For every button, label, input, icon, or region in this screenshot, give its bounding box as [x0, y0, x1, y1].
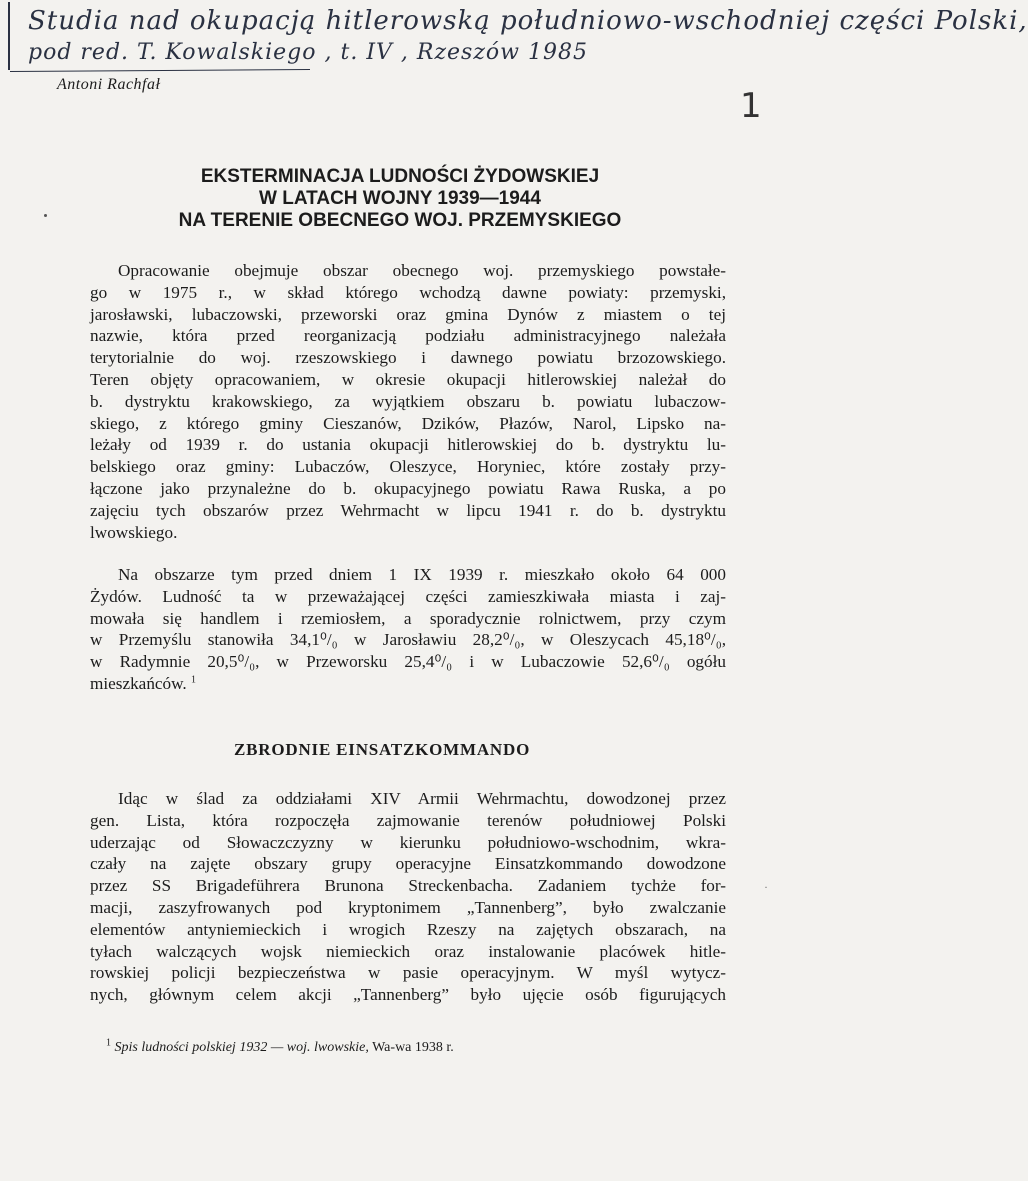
paragraph-population [90, 564, 726, 695]
text-line: przez SS Brigadeführera Brunona Streckenbacha. Zadaniem tychże for- [90, 876, 726, 896]
paragraph-intro [90, 260, 726, 543]
text-line: skiego, z którego gminy Cieszanów, Dzików, Płazów, Narol, Lipsko na- [90, 413, 726, 433]
text-line: Na obszarze tym przed dniem 1 IX 1939 r. mieszkało około 64 000 [118, 565, 726, 584]
text-line: tyłach walczących wojsk niemieckich oraz instalowanie placówek hitle- [90, 941, 726, 961]
text-line: gen. Lista, która rozpoczęła zajmowanie terenów południowej Polski [90, 810, 726, 830]
page-number: 1 [740, 86, 762, 126]
text-line: zajęciu tych obszarów przez Wehrmacht w lipcu 1941 r. do b. dystryktu [90, 500, 726, 520]
footnote [106, 1037, 454, 1056]
text-line: Teren objęty opracowaniem, w okresie okupacji hitlerowskiej należał do [90, 369, 726, 389]
footnote-source-details: Wa-wa 1938 r. [372, 1040, 454, 1055]
text-line: nych, głównym celem akcji „Tannenberg” było ujęcie osób figurujących [90, 985, 726, 1005]
text-line-with-footnote [90, 673, 726, 695]
text-line: b. dystryktu krakowskiego, za wyjątkiem obszaru b. powiatu lubaczow- [90, 391, 726, 411]
text-line: mowała się handlem i rzemiosłem, a sporadycznie rolnictwem, przy czym [90, 608, 726, 628]
text-line: lwowskiego. [90, 522, 178, 542]
paragraph-einsatzkommando [90, 788, 726, 1006]
footnote-number: 1 [106, 1037, 111, 1049]
title-line-3: NA TERENIE OBECNEGO WOJ. PRZEMYSKIEGO [178, 210, 622, 231]
text-line: Opracowanie obejmuje obszar obecnego woj. przemyskiego powstałe- [118, 261, 726, 280]
handwritten-underline [10, 69, 310, 72]
text-fragment: mieszkańców. [90, 673, 187, 693]
text-line: w Radymnie 20,5⁰/₀, w Przeworsku 25,4⁰/₀ i w Lubaczowie 52,6⁰/₀ ogółu [90, 652, 726, 672]
footnote-source-title: Spis ludności polskiej 1932 — woj. lwowskie, [114, 1040, 369, 1055]
text-line: jarosławski, lubaczowski, przeworski oraz gmina Dynów z miastem o tej [90, 304, 726, 324]
scan-speck: · [764, 880, 768, 894]
text-line: macji, zaszyfrowanych pod kryptonimem „Tannenberg”, było zwalczanie [90, 897, 726, 917]
text-line: nazwie, która przed reorganizacją podziału administracyjnego należała [90, 326, 726, 346]
article-title [120, 166, 680, 232]
text-line: leżały od 1939 r. do ustania okupacji hitlerowskiej do b. dystryktu lu- [90, 435, 726, 455]
text-line: belskiego oraz gminy: Lubaczów, Oleszyce, Horyniec, które zostały przy- [90, 457, 726, 477]
text-line: go w 1975 r., w skład którego wchodzą dawne powiaty: przemyski, [90, 282, 726, 302]
title-line-1: EKSTERMINACJA LUDNOŚCI ŻYDOWSKIEJ [200, 166, 600, 187]
text-line: elementów antyniemieckich i wrogich Rzeszy na zajętych obszarach, na [90, 919, 726, 939]
text-line: Żydów. Ludność ta w przeważającej części zamieszkiwała miasta i zaj- [90, 586, 726, 606]
text-line: w Przemyślu stanowiła 34,1⁰/₀ w Jarosławiu 28,2⁰/₀, w Oleszycach 45,18⁰/₀, [90, 630, 726, 650]
section-heading: ZBRODNIE EINSATZKOMMANDO [234, 740, 531, 759]
text-line: uderzając od Słowaczczyzny w kierunku południowo-wschodnim, wkra- [90, 832, 726, 852]
text-line: rowskiej policji bezpieczeństwa w pasie operacyjnym. W myśl wytycz- [90, 963, 726, 983]
title-line-2: W LATACH WOJNY 1939—1944 [259, 188, 541, 209]
text-line: łączone jako przynależne do b. okupacyjnego powiatu Rawa Ruska, a po [90, 478, 726, 498]
text-line: czały na zajęte obszary grupy operacyjne Einsatzkommando dowodzone [90, 854, 726, 874]
handwritten-bracket [8, 2, 10, 70]
handwritten-note-line-1: Studia nad okupacją hitlerowską południowo-wschodniej części Polski, [28, 6, 1028, 36]
author-name: Antoni Rachfał [57, 76, 161, 93]
text-line: terytorialnie do woj. rzeszowskiego i dawnego powiatu brzozowskiego. [90, 348, 726, 368]
footnote-reference: 1 [191, 674, 197, 686]
handwritten-note-line-2: pod red. T. Kowalskiego , t. IV , Rzeszów 1985 [28, 40, 588, 65]
stray-mark [44, 214, 47, 217]
text-line: Idąc w ślad za oddziałami XIV Armii Wehrmachtu, dowodzonej przez [118, 789, 726, 808]
